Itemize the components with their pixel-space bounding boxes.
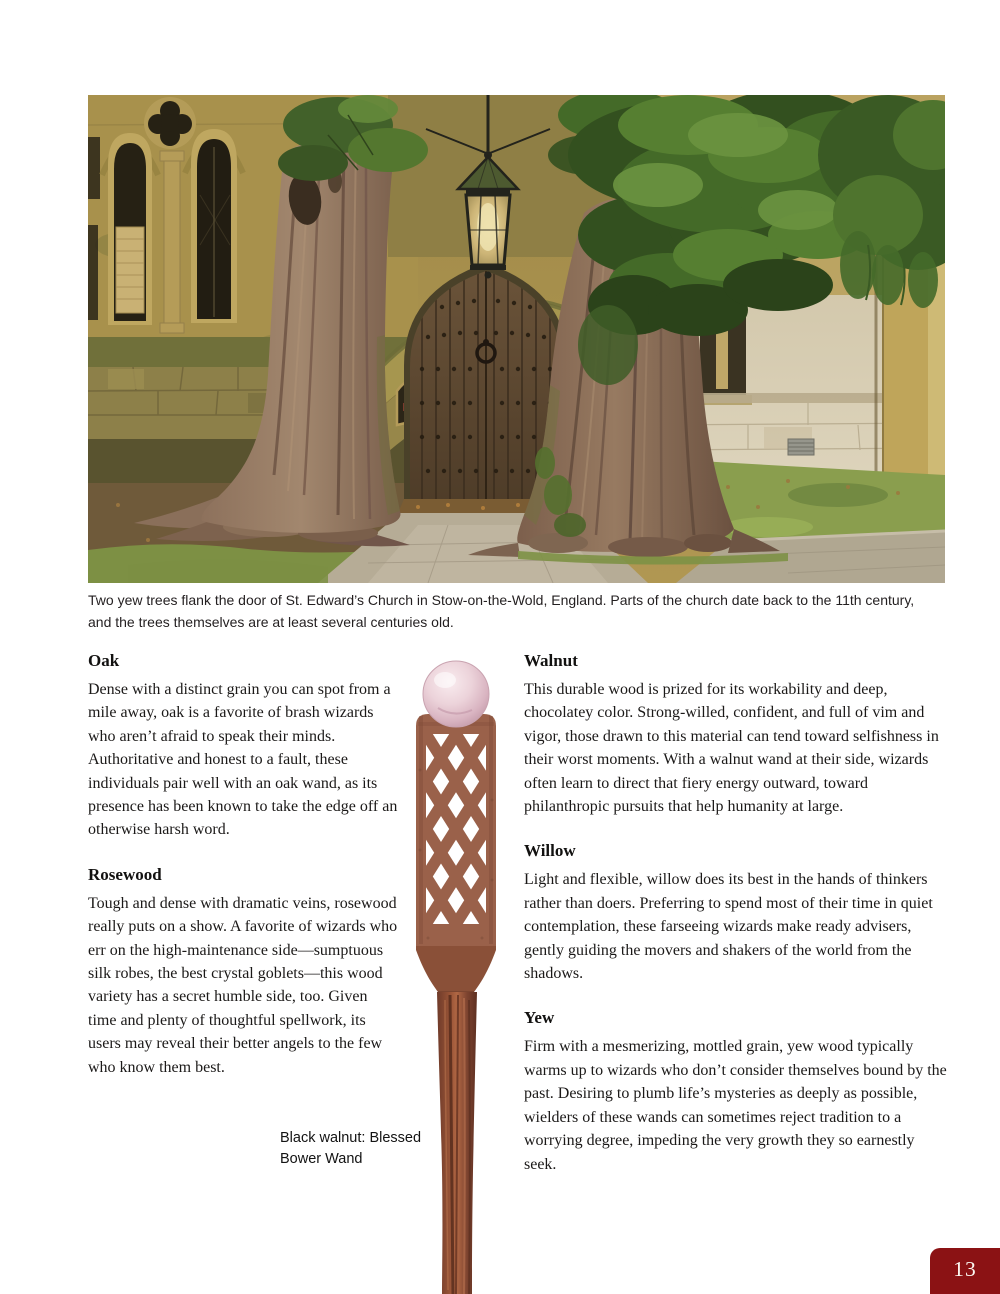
section-rosewood (88, 864, 398, 1079)
wand-shaft (437, 992, 477, 1294)
photo-vent-grille (788, 439, 814, 455)
wand-handle (416, 714, 496, 946)
column-left (88, 650, 398, 1101)
section-body: Firm with a mesmerizing, mottled grain, yew wood typically warms up to wizards who don’t consider themselves bound by the past. Desiring to plumb life’s mysteries as deeply as possible, wielders of these wands can sometimes reject tradition to a worrying degree, impeding the very growth they so earnestly seek. (524, 1038, 947, 1173)
section-heading: Rosewood (88, 864, 162, 884)
wand-caption: Black walnut: Blessed Bower Wand (280, 1130, 422, 1168)
wand-sphere (423, 661, 489, 727)
section-yew (524, 1007, 948, 1175)
section-heading: Yew (524, 1008, 555, 1028)
section-heading: Willow (524, 841, 576, 861)
section-heading: Walnut (524, 651, 578, 670)
section-body: Light and flexible, willow does its best in the hands of thinkers rather than doers. Preferring to spend most of their time in quiet contemplation, these farseeing wizards make ready advisers, gently guiding the movers and shakers of the world from the shadows. (524, 871, 933, 983)
wand-shoulder (416, 946, 496, 992)
photo-quatrefoil (144, 97, 196, 149)
wand-illustration (398, 650, 514, 1294)
photo-gothic-windows (102, 129, 243, 333)
page-number-tab (930, 1248, 1000, 1294)
column-right (524, 650, 948, 1198)
church-photo (88, 95, 945, 583)
section-body: Dense with a distinct grain you can spot from a mile away, oak is a favorite of brash wizards who aren’t afraid to speak their minds. Authoritative and honest to a fault, these individuals pair well with an oak wand, as its presence has been known to take the edge off an otherwise harsh word. (88, 681, 398, 839)
section-body: This durable wood is prized for its workability and deep, chocolatey color. Strong-willed, confident, and full of vim and vigor, those drawn to this material can tend toward selfishness in their worst moments. With a walnut wand at their side, wizards often learn to direct that fiery energy outward, toward philanthropic pursuits that help humanity at large. (524, 681, 939, 816)
section-body: Tough and dense with dramatic veins, rosewood really puts on a show. A favorite of wizards who err on the high-maintenance side—sumptuous silk robes, the best crystal goblets—this wood variety has a secret humble side, too. Given time and plenty of thoughtful spellwork, its users may reveal their better angels to the few who know them best. (88, 894, 398, 1076)
section-walnut (524, 650, 948, 818)
photo-caption: Two yew trees flank the door of St. Edward’s Church in Stow-on-the-Wold, England. Parts of the church date back to the 11th century, and the trees themselves are at least several centuries old. (88, 592, 915, 631)
section-heading: Oak (88, 651, 120, 670)
section-oak (88, 650, 398, 842)
section-willow (524, 840, 948, 985)
page-number: 13 (953, 1256, 977, 1281)
